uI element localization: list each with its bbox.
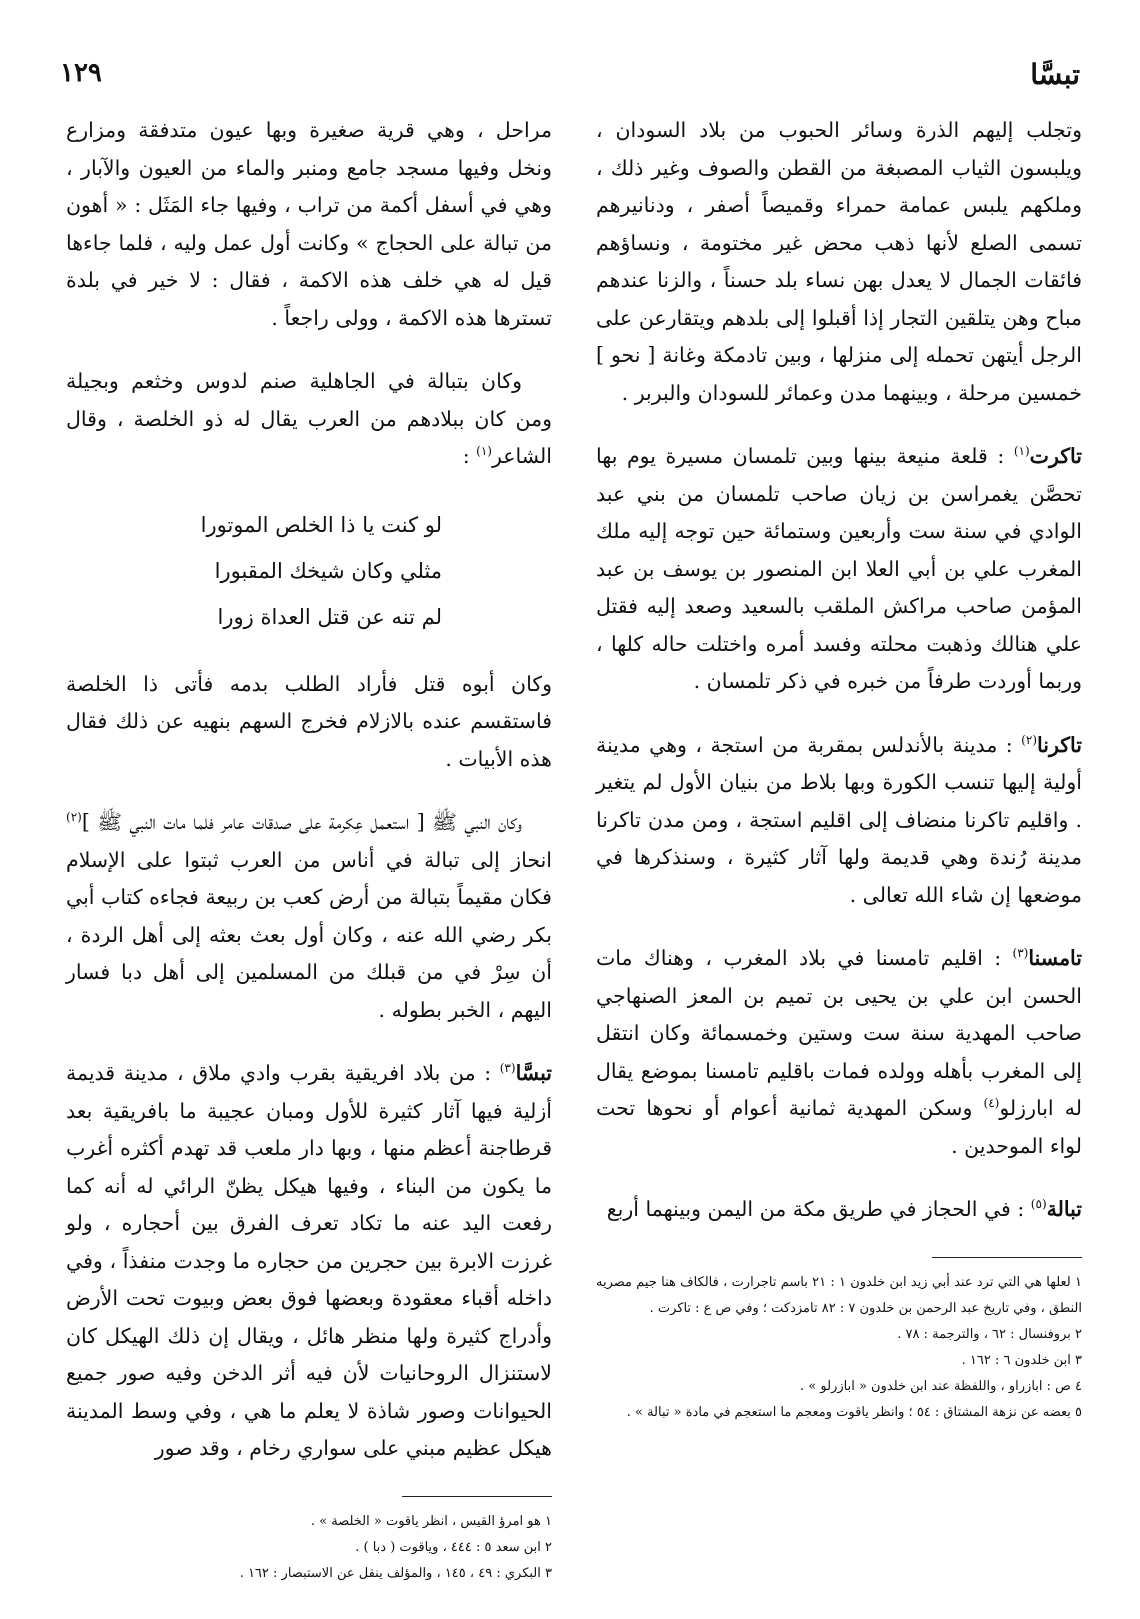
entry-heading: تبالة bbox=[1046, 1197, 1082, 1221]
footnote-ref: (٣) bbox=[1012, 946, 1029, 961]
footnote-ref: (٢) bbox=[66, 810, 82, 825]
footnote-ref: (٢) bbox=[1021, 732, 1037, 747]
verse-line: مثلي وكان شيخك المقبورا bbox=[214, 558, 442, 583]
entry-tamasna bbox=[596, 940, 1082, 1165]
page-number: ١٢٩ bbox=[60, 58, 102, 88]
paragraph-verse-story: وكان أبوه قتل فأراد الطلب بدمه فأتى ذا الخلصة فاستقسم عنده بالازلام فخرج السهم بنهيه عن ذلك فقال هذه الأبيات . bbox=[66, 671, 552, 771]
footnote: ١ هو امرؤ القيس ، انظر ياقوت « الخلصة » . bbox=[310, 1513, 552, 1529]
left-column bbox=[66, 112, 552, 1587]
verse-line: لم تنه عن قتل العداة زورا bbox=[217, 604, 442, 629]
footnote: ٣ البكري : ٤٩ ، ١٤٥ ، والمؤلف ينقل عن الاستبصار : ١٦٢ . bbox=[239, 1565, 552, 1581]
footnote-ref: (١) bbox=[1013, 444, 1030, 459]
right-column bbox=[596, 112, 1082, 1426]
running-title: تبسَّا bbox=[1030, 58, 1080, 91]
entry-body: : اقليم تامسنا في بلاد المغرب ، وهناك مات الحسن ابن علي بن يحيى بن تميم بن المعز الصنهاجي صاحب المهدية سنة ست وستين وخمسمائة وكان انتقل إلى المغرب بأهله وولده فمات باقليم تامسنا بموضع يقال له ابارزلو bbox=[596, 946, 1082, 1120]
entry-body: وسكن المهدية ثمانية أعوام أو نحوها تحت لواء الموحدين . bbox=[596, 1096, 1082, 1158]
footnotes-left bbox=[66, 1509, 552, 1587]
footnote-ref: (٥) bbox=[1030, 1197, 1047, 1212]
entry-tabala bbox=[596, 1191, 1082, 1229]
entry-body: : قلعة منيعة بينها وبين تلمسان مسيرة يوم بها تحصَّن يغمراسن بن زيان صاحب تلمسان من بني عبد الوادي في سنة ست وأربعين وستمائة حين توجه إليه ملك المغرب علي بن أبي العلا ابن المنصور بن يوسف بن عبد المؤمن صاحب مراكش الملقب بالسعيد وصعد إليه فقتل علي هنالك وذهبت محلته وفسد أمره واختلت حاله كلها ، وربما أوردت طرفاً من خبره في ذكر تلمسان . bbox=[596, 444, 1082, 693]
footnote: ٤ ص : ابازراو ، واللفظة عند ابن خلدون « ابازرلو » . bbox=[800, 1378, 1082, 1394]
entry-heading: تاكرت bbox=[1029, 444, 1082, 468]
footnote-ref: (٤) bbox=[983, 1096, 1000, 1111]
footnote: ٣ ابن خلدون ٦ : ١٦٢ . bbox=[961, 1352, 1082, 1368]
footnote-ref: (٣) bbox=[499, 1061, 516, 1076]
entry-body: : مدينة بالأندلس بمقربة من استجة ، وهي مدينة أولية إليها تنسب الكورة وبها بلاط من بنيان الأول لم يتغير . واقليم تاكرنا منضاف إلى اقليم استجة ، ومن مدن تاكرنا مدينة رُندة وهي قديمة ولها آثار كثيرة ، وسنذكرها في موضعها إن شاء الله تعالى . bbox=[596, 732, 1082, 907]
paragraph-ikrima: وكان النبي ﷺ [ استعمل عِكرمة على صدقات عامر فلما مات النبي ﷺ ]$^{(٢)}$ انحاز إلى تبالة في أناس من العرب ثبتوا على الإسلام فكان مقيماً بتبالة من أرض كعب بن ربيعة فجاءه كتاب أبي بكر رضي الله عنه ، وكان أول بعث بعثه إلى أهل الردة ، أن سِرْ في من قبلك من المسلمين إلى أهل دبا فسار اليهم ، الخبر بطوله . bbox=[66, 810, 552, 1022]
footnote: ٢ بروفنسال : ٦٢ ، والترجمة : ٧٨ . bbox=[897, 1326, 1082, 1342]
footnote: ٥ بعضه عن نزهة المشتاق : ٥٤ ؛ وانظر ياقوت ومعجم ما استعجم في مادة « تبالة » . bbox=[626, 1404, 1082, 1420]
footnote-ref: (١) bbox=[476, 444, 492, 459]
paragraph-tadmakka-continued: وتجلب إليهم الذرة وسائر الحبوب من بلاد السودان ، ويلبسون الثياب المصبغة من القطن والصوف وغير ذلك ، وملكهم يلبس عمامة حمراء وقميصاً أصفر ، ودنانيرهم تسمى الصلع لأنها ذهب محض غير مختومة ، ونساؤهم فائقات الجمال لا يعدل بهن نساء بلد حسناً ، والزنا عندهم مباح وهن يتلقين التجار إذا أقبلوا إلى بلدهم ويتقارعن على الرجل أيتهن تحمله إلى منزلها ، وبين تادمكة وغانة [ نحو ] خمسين مرحلة ، وبينهما مدن وعمائر للسودان والبربر . bbox=[596, 118, 1082, 405]
verse-line: لو كنت يا ذا الخلص الموتورا bbox=[200, 512, 442, 537]
poem-verse bbox=[66, 502, 552, 640]
entry-takrurt bbox=[596, 438, 1082, 701]
paragraph-tabala-continued: مراحل ، وهي قرية صغيرة وبها عيون متدفقة ومزارع ونخل وفيها مسجد جامع ومنبر والماء من العيون والآبار ، وهي في أسفل أكمة من تراب ، وفيها جاء المَثَل : « أهون من تبالة على الحجاج » وكانت أول عمل وليه ، فلما جاءها قيل له هي خلف هذه الاكمة ، فقال : لا خير في بلدة تسترها هذه الاكمة ، وولى راجعاً . bbox=[66, 118, 552, 330]
footnote-divider bbox=[402, 1496, 552, 1497]
entry-body: : من بلاد افريقية بقرب وادي ملاق ، مدينة قديمة أزلية فيها آثار كثيرة للأول ومبان عجيبة ما بافريقية بعد قرطاجنة أعظم منها ، وبها دار ملعب قد تهدم أكثره أغرب ما يكون من البناء ، وفيها هيكل يظنّ الرائي له أنه كما رفعت اليد عنه ما تكاد تعرف الفرق بين أحجاره ، ولو غرزت الابرة بين حجرين من حجاره ما وجدت منفذاً ، وفي داخله أقباء معقودة وبعضها فوق بعض وبيوت تحت الأرض وأدراج كثيرة ولها منظر هائل ، ويقال إن ذلك الهيكل كان لاستنزال الروحانيات لأن فيه أثر الدخن وفيه صور جميع الحيوانات وصور شاذة لا يعلم ما هي ، وفي وسط المدينة هيكل عظيم مبني على سواري رخام ، وقد صور bbox=[66, 1061, 552, 1460]
entry-heading: تاكرنا bbox=[1037, 732, 1082, 757]
entry-tabassa bbox=[66, 1055, 552, 1468]
footnote-divider bbox=[932, 1257, 1082, 1258]
entry-heading: تامسنا bbox=[1028, 946, 1082, 970]
page-header bbox=[60, 58, 1080, 98]
entry-heading: تبسَّا bbox=[515, 1061, 552, 1085]
footnotes-right bbox=[596, 1270, 1082, 1426]
footnote: ١ لعلها هي التي ترد عند أبي زيد ابن خلدون ١ : ٢١ باسم تاجرارت ، فالكاف هنا جيم مصريه النطق ، وفي تاريخ عبد الرحمن بن خلدون ٧ : ٨٢ تامزدكت ؛ وفي ص ع : تاكرت . bbox=[596, 1274, 1082, 1316]
entry-body: : في الحجاز في طريق مكة من اليمن وبينهما أربع bbox=[606, 1197, 1025, 1221]
entry-takurna bbox=[596, 727, 1082, 915]
footnote: ٢ ابن سعد ٥ : ٤٤٤ ، وياقوت ( دبا ) . bbox=[355, 1539, 552, 1555]
paragraph-dhul-khalasa: وكان بتبالة في الجاهلية صنم لدوس وخثعم وبجيلة ومن كان ببلادهم من العرب يقال له ذو الخلصة ، وقال الشاعر$^{(١)}$ : bbox=[66, 369, 552, 468]
